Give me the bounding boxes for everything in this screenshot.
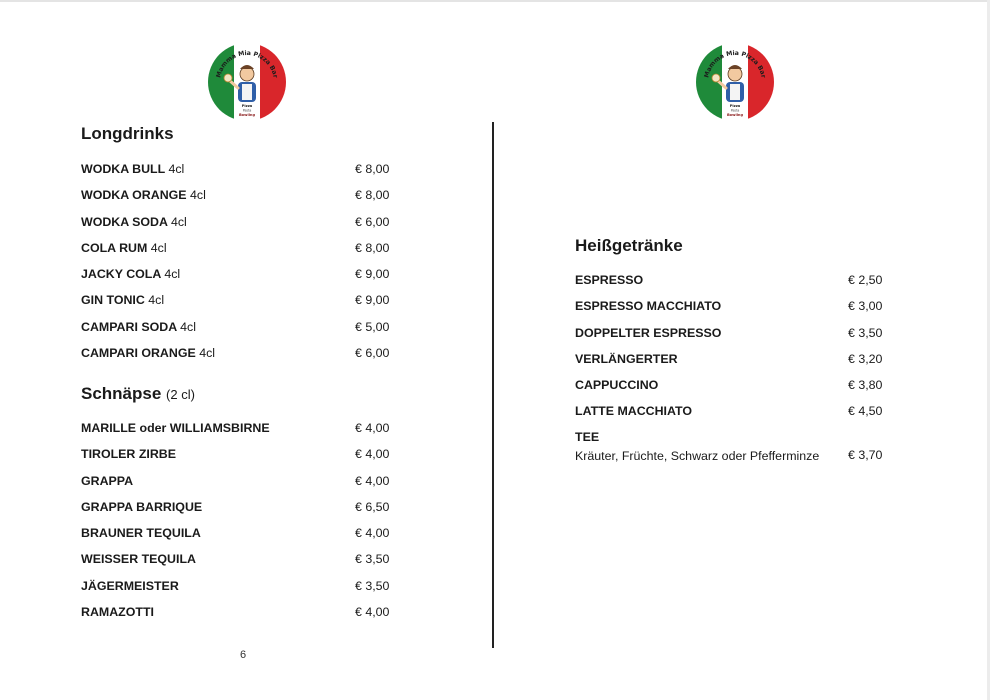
menu-item-price: € 4,00 <box>355 447 390 462</box>
tee-item <box>575 429 905 464</box>
menu-item-label: WEISSER TEQUILA <box>81 552 196 567</box>
menu-item-name <box>81 499 202 515</box>
menu-item-price: € 3,20 <box>848 351 883 366</box>
menu-item-label: CAMPARI SODA <box>81 319 177 334</box>
svg-text:Mamma Mia Pizza Bar: Mamma Mia Pizza Bar <box>703 49 767 79</box>
menu-item-label: ESPRESSO <box>575 273 644 287</box>
restaurant-logo-left <box>207 42 287 122</box>
schnaepse-title: Schnäpse <box>81 384 162 403</box>
menu-item-price: € 4,00 <box>355 605 390 620</box>
menu-item <box>575 298 895 324</box>
svg-text:Pizza: Pizza <box>729 104 741 108</box>
menu-item-name <box>575 272 643 288</box>
menu-item-price: € 3,00 <box>848 299 883 314</box>
menu-item <box>81 499 401 525</box>
menu-item-price: € 5,00 <box>355 319 390 334</box>
menu-item-unit: 4cl <box>148 293 165 308</box>
svg-text:Mamma Mia Pizza Bar: Mamma Mia Pizza Bar <box>215 49 279 79</box>
logo-emblem-icon <box>695 42 775 122</box>
menu-item-name <box>575 325 721 341</box>
menu-item <box>81 266 401 292</box>
heissgetraenke-title: Heißgetränke <box>575 236 683 255</box>
menu-item-name <box>81 345 215 361</box>
page-number: 6 <box>240 649 247 661</box>
menu-item-name <box>81 578 179 594</box>
tee-description: Kräuter, Früchte, Schwarz oder Pfefferminze <box>575 449 820 463</box>
logo-emblem-icon <box>207 42 287 122</box>
menu-item-name <box>81 161 184 177</box>
menu-item-label: DOPPELTER ESPRESSO <box>575 325 722 340</box>
schnaepse-subtitle: (2 cl) <box>166 387 195 402</box>
menu-item-price: € 6,00 <box>355 214 390 229</box>
menu-item-label: MARILLE oder WILLIAMSBIRNE <box>81 421 270 435</box>
menu-item-name <box>81 473 133 489</box>
menu-item-unit: 4cl <box>170 214 187 229</box>
menu-item-label: GRAPPA <box>81 473 134 488</box>
menu-item-name <box>81 214 187 230</box>
menu-item-name <box>81 446 176 462</box>
menu-item-unit: 4cl <box>168 162 185 176</box>
menu-item-name <box>81 319 196 335</box>
menu-item-name <box>81 525 201 541</box>
restaurant-logo-right <box>695 42 775 122</box>
menu-item <box>575 272 895 298</box>
menu-item-unit: 4cl <box>180 319 196 334</box>
menu-item-label: WODKA ORANGE <box>81 188 187 203</box>
menu-item <box>81 446 401 472</box>
menu-item-name <box>81 420 270 436</box>
menu-item-label: GIN TONIC <box>81 293 145 308</box>
svg-text:Pizza: Pizza <box>241 104 253 108</box>
menu-item-name <box>81 240 167 256</box>
menu-item-label: JÄGERMEISTER <box>81 578 179 593</box>
heissgetraenke-list <box>575 272 895 430</box>
menu-item-label: LATTE MACCHIATO <box>575 404 693 419</box>
menu-item <box>81 604 401 630</box>
menu-item <box>575 403 895 429</box>
longdrinks-heading <box>81 124 174 144</box>
menu-item <box>81 292 401 318</box>
menu-item-label: COLA RUM <box>81 240 148 255</box>
menu-item-name <box>81 292 164 308</box>
menu-item-label: JACKY COLA <box>81 267 161 282</box>
menu-item-label: TIROLER ZIRBE <box>81 447 176 462</box>
menu-item-name <box>575 377 658 393</box>
menu-item-name <box>575 298 721 314</box>
menu-item <box>81 240 401 266</box>
svg-text:Pasta: Pasta <box>730 108 740 113</box>
menu-item-name <box>575 403 692 419</box>
longdrinks-list <box>81 161 401 371</box>
menu-item-price: € 6,50 <box>355 499 390 514</box>
tee-price: € 3,70 <box>848 448 883 462</box>
menu-item-name <box>81 551 196 567</box>
menu-item-label: GRAPPA BARRIQUE <box>81 499 203 514</box>
menu-item <box>575 325 895 351</box>
menu-item <box>81 319 401 345</box>
menu-item-price: € 9,00 <box>355 267 390 282</box>
menu-item-price: € 4,00 <box>355 526 390 541</box>
page-edge-top <box>0 0 990 2</box>
svg-text:Bowling: Bowling <box>726 113 744 117</box>
menu-item-label: RAMAZOTTI <box>81 605 154 620</box>
schnaepse-heading <box>81 384 195 404</box>
menu-item-name <box>81 187 206 203</box>
menu-item-price: € 4,00 <box>355 421 390 435</box>
menu-item-price: € 8,00 <box>355 240 390 255</box>
menu-item-unit: 4cl <box>164 267 181 282</box>
menu-item-price: € 8,00 <box>355 188 390 203</box>
menu-item <box>81 578 401 604</box>
menu-item-name <box>81 604 154 620</box>
menu-item <box>81 525 401 551</box>
menu-item-price: € 3,50 <box>355 552 390 567</box>
menu-item <box>81 345 401 371</box>
menu-item-label: CAMPARI ORANGE <box>81 346 196 361</box>
heissgetraenke-heading <box>575 236 683 256</box>
menu-item-name <box>81 266 180 282</box>
menu-item <box>575 377 895 403</box>
menu-item-unit: 4cl <box>150 240 167 255</box>
menu-item-label: CAPPUCCINO <box>575 378 659 393</box>
menu-item-label: VERLÄNGERTER <box>575 351 678 366</box>
menu-item-price: € 4,50 <box>848 404 883 419</box>
menu-item-label: WODKA SODA <box>81 214 168 229</box>
tee-name: TEE <box>575 430 600 444</box>
menu-item-price: € 6,00 <box>355 346 390 361</box>
menu-item-price: € 2,50 <box>848 273 883 287</box>
menu-item <box>81 551 401 577</box>
menu-item-price: € 8,00 <box>355 162 390 176</box>
menu-item-price: € 3,50 <box>848 325 883 340</box>
menu-item-label: ESPRESSO MACCHIATO <box>575 299 722 314</box>
menu-item <box>81 473 401 499</box>
menu-item <box>81 187 401 213</box>
menu-item-label: BRAUNER TEQUILA <box>81 526 201 541</box>
menu-item-name <box>575 351 678 367</box>
menu-item <box>81 161 401 187</box>
svg-text:Pasta: Pasta <box>242 108 252 113</box>
menu-item-price: € 3,80 <box>848 378 883 393</box>
schnaepse-list <box>81 420 401 630</box>
menu-item-price: € 9,00 <box>355 293 390 308</box>
menu-item-unit: 4cl <box>190 188 206 203</box>
svg-text:Bowling: Bowling <box>238 113 256 117</box>
menu-item <box>575 351 895 377</box>
menu-item-price: € 3,50 <box>355 578 390 593</box>
menu-item-label: WODKA BULL <box>81 162 165 176</box>
menu-item-price: € 4,00 <box>355 473 390 488</box>
menu-item-unit: 4cl <box>199 346 216 361</box>
longdrinks-title: Longdrinks <box>81 124 174 143</box>
menu-item <box>81 214 401 240</box>
menu-item <box>81 420 401 446</box>
page-divider <box>492 122 494 648</box>
